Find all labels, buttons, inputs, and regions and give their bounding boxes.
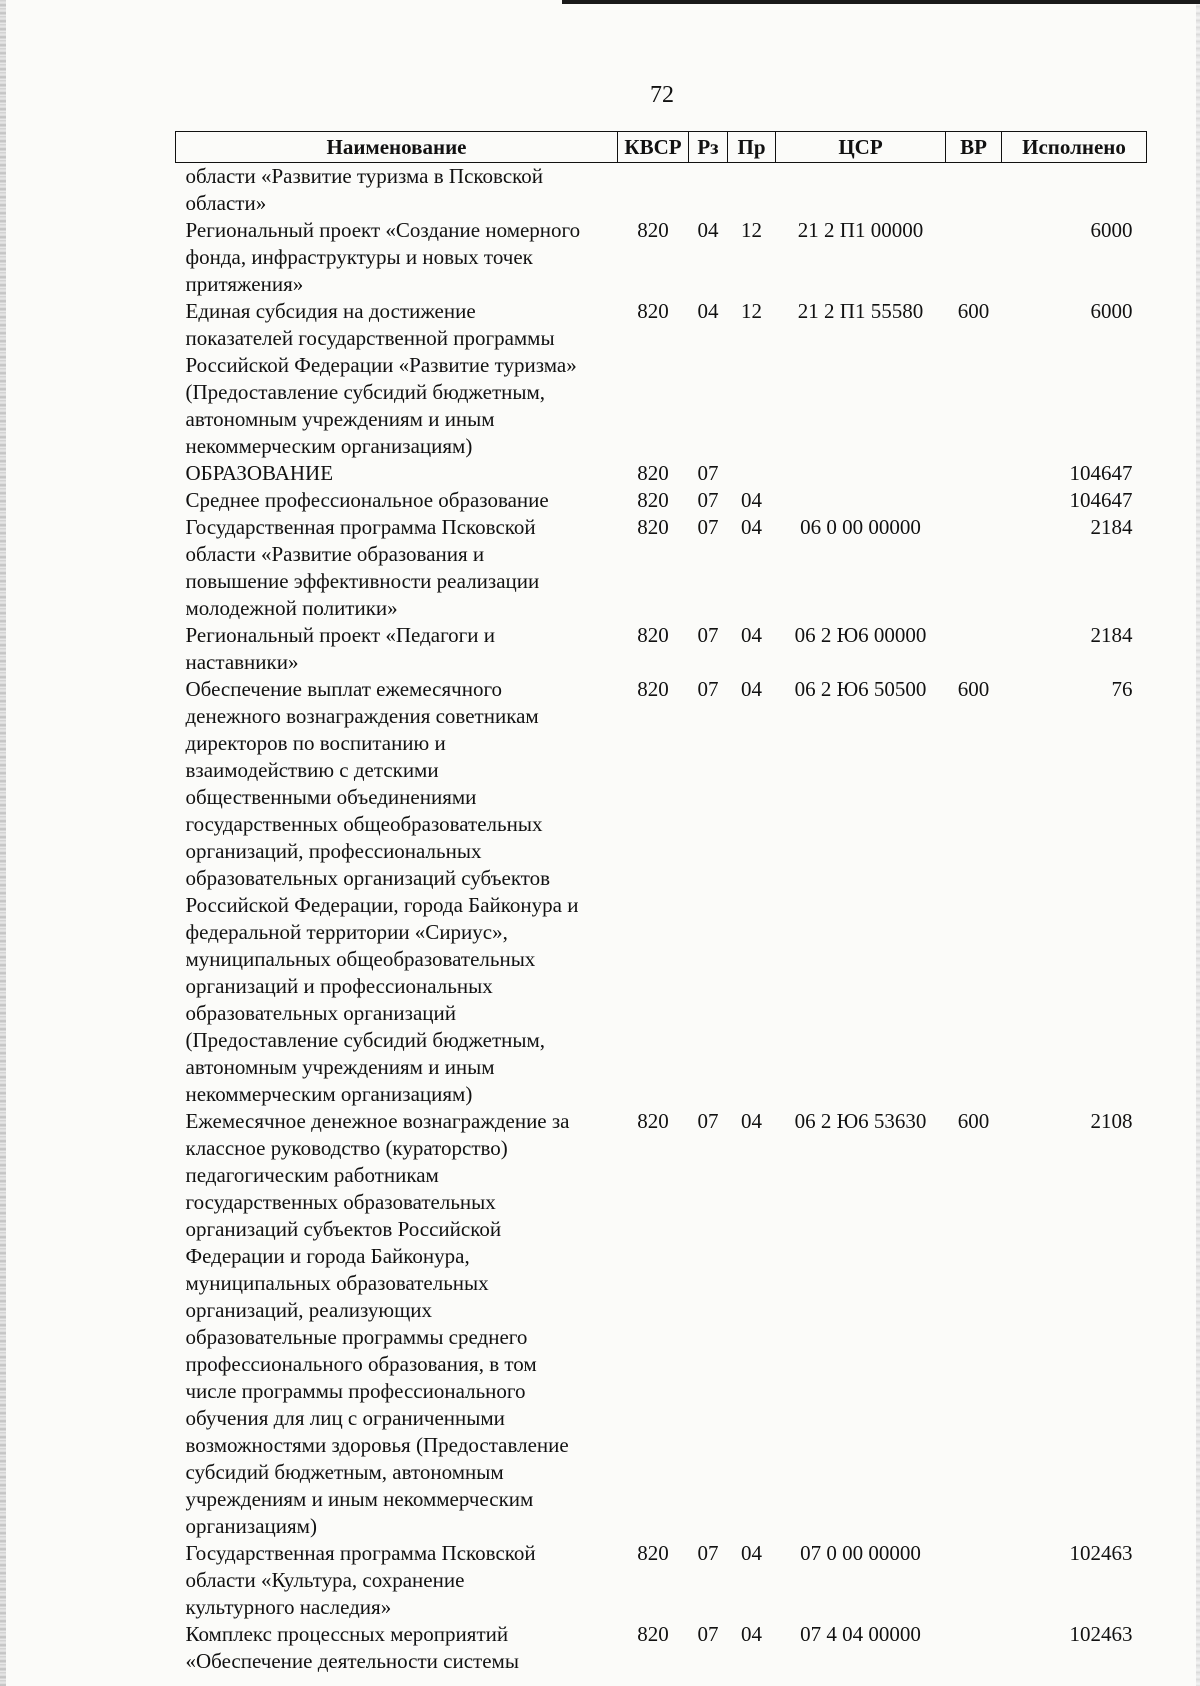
name-line: (Предоставление субсидий бюджетным, [185, 1028, 546, 1052]
cell-rz: 07 [697, 515, 719, 539]
name-line: образовательных организаций субъектов [185, 866, 551, 890]
cell-name [176, 1108, 618, 1540]
cell-vr: 600 [957, 299, 990, 323]
cell-rz [689, 163, 728, 218]
name-line: Обеспечение выплат ежемесячного [185, 677, 503, 701]
cell-rz: 07 [697, 623, 719, 647]
name-line: Российской Федерации «Развитие туризма» [185, 353, 577, 377]
cell-kvsr [618, 163, 689, 218]
scan-left-edge [0, 0, 6, 1686]
cell-isp: 76 [1111, 677, 1133, 701]
cell-rz: 07 [697, 1109, 719, 1133]
name-line: фонда, инфраструктуры и новых точек [185, 245, 533, 269]
name-line: области «Развитие туризма в Псковской [185, 164, 544, 188]
cell-isp: 102463 [1069, 1622, 1133, 1646]
table-row [176, 298, 1147, 460]
name-line: ОБРАЗОВАНИЕ [185, 461, 334, 485]
cell-name [176, 622, 618, 676]
table-row [176, 1621, 1147, 1675]
name-line: некоммерческим организациям) [185, 434, 473, 458]
cell-rz: 07 [697, 677, 719, 701]
table-row [176, 1540, 1147, 1621]
name-line: образовательных организаций [185, 1001, 456, 1025]
cell-kvsr: 820 [637, 515, 669, 539]
name-line: Региональный проект «Создание номерного [185, 218, 581, 242]
cell-name [176, 460, 618, 487]
cell-name [176, 298, 618, 460]
cell-rz: 04 [697, 299, 719, 323]
cell-isp: 102463 [1069, 1541, 1133, 1565]
cell-pr [728, 460, 776, 487]
table-row [176, 514, 1147, 622]
name-line: организаций, реализующих [185, 1298, 432, 1322]
header-rz: Рз [689, 132, 728, 163]
cell-pr: 04 [741, 623, 762, 647]
name-line: культурного наследия» [185, 1595, 392, 1619]
cell-vr [946, 1540, 1002, 1621]
cell-kvsr: 820 [637, 218, 669, 242]
name-line: области «Культура, сохранение [185, 1568, 465, 1592]
cell-name [176, 514, 618, 622]
name-line: организациям) [185, 1514, 317, 1538]
cell-rz: 07 [697, 488, 719, 512]
cell-csr: 21 2 П1 00000 [797, 218, 924, 242]
name-line: области «Развитие образования и [185, 542, 485, 566]
cell-pr: 12 [741, 299, 762, 323]
name-line: федеральной территории «Сириус», [185, 920, 508, 944]
cell-isp: 2184 [1090, 623, 1133, 647]
name-line: государственных образовательных [185, 1190, 496, 1214]
cell-csr: 21 2 П1 55580 [797, 299, 924, 323]
name-line: муниципальных образовательных [185, 1271, 489, 1295]
name-line: директоров по воспитанию и [185, 731, 446, 755]
cell-isp: 104647 [1069, 488, 1133, 512]
name-line: области» [185, 191, 267, 215]
header-row [176, 132, 1147, 163]
cell-kvsr: 820 [637, 1541, 669, 1565]
cell-rz: 07 [697, 1541, 719, 1565]
cell-csr: 06 2 Ю6 53630 [794, 1109, 927, 1133]
name-line: возможностями здоровья (Предоставление [185, 1433, 569, 1457]
cell-pr: 04 [741, 1109, 762, 1133]
cell-csr [776, 163, 946, 218]
cell-isp: 2108 [1090, 1109, 1133, 1133]
cell-name [176, 487, 618, 514]
cell-rz: 04 [697, 218, 719, 242]
cell-csr [776, 460, 946, 487]
name-line: «Обеспечение деятельности системы [185, 1649, 519, 1673]
name-line: денежного вознаграждения советникам [185, 704, 539, 728]
name-line: Российской Федерации, города Байконура и [185, 893, 579, 917]
cell-vr: 600 [957, 677, 990, 701]
table-body [176, 163, 1147, 1676]
name-line: общественными объединениями [185, 785, 477, 809]
cell-pr: 04 [741, 515, 762, 539]
name-line: числе программы профессионального [185, 1379, 526, 1403]
cell-isp: 6000 [1090, 299, 1133, 323]
name-line: организаций и профессиональных [185, 974, 493, 998]
cell-kvsr: 820 [637, 488, 669, 512]
cell-csr: 06 2 Ю6 50500 [794, 677, 927, 701]
budget-table [175, 131, 1147, 1675]
cell-csr: 06 0 00 00000 [800, 515, 921, 539]
cell-kvsr: 820 [637, 461, 669, 485]
cell-pr: 04 [741, 677, 762, 701]
cell-rz: 07 [697, 461, 719, 485]
page-number: 72 [650, 82, 674, 108]
name-line: молодежной политики» [185, 596, 398, 620]
name-line: педагогическим работникам [185, 1163, 439, 1187]
cell-name [176, 1540, 618, 1621]
name-line: организаций, профессиональных [185, 839, 482, 863]
name-line: обучения для лиц с ограниченными [185, 1406, 505, 1430]
cell-name [176, 217, 618, 298]
header-isp: Исполнено [1002, 132, 1147, 163]
cell-pr: 04 [741, 1541, 762, 1565]
name-line: притяжения» [185, 272, 304, 296]
name-line: Региональный проект «Педагоги и [185, 623, 496, 647]
table-row [176, 163, 1147, 218]
cell-pr: 12 [741, 218, 762, 242]
table-row [176, 460, 1147, 487]
cell-vr [946, 514, 1002, 622]
name-line: профессионального образования, в том [185, 1352, 537, 1376]
name-line: наставники» [185, 650, 299, 674]
cell-kvsr: 820 [637, 623, 669, 647]
table-row [176, 487, 1147, 514]
name-line: (Предоставление субсидий бюджетным, [185, 380, 546, 404]
cell-name [176, 676, 618, 1108]
name-line: классное руководство (кураторство) [185, 1136, 508, 1160]
name-line: Среднее профессиональное образование [185, 488, 549, 512]
name-line: автономным учреждениям и иным [185, 407, 495, 431]
table-row [176, 676, 1147, 1108]
table-row [176, 1108, 1147, 1540]
name-line: субсидий бюджетным, автономным [185, 1460, 504, 1484]
name-line: взаимодействию с детскими [185, 758, 439, 782]
cell-kvsr: 820 [637, 677, 669, 701]
name-line: учреждениям и иным некоммерческим [185, 1487, 534, 1511]
cell-kvsr: 820 [637, 1622, 669, 1646]
scan-top-bar [562, 0, 1200, 4]
name-line: Государственная программа Псковской [185, 1541, 536, 1565]
cell-pr: 04 [741, 488, 762, 512]
cell-rz: 07 [697, 1622, 719, 1646]
cell-isp: 6000 [1090, 218, 1133, 242]
name-line: Единая субсидия на достижение [185, 299, 476, 323]
cell-pr [728, 163, 776, 218]
name-line: Государственная программа Псковской [185, 515, 536, 539]
table-row [176, 217, 1147, 298]
name-line: некоммерческим организациям) [185, 1082, 473, 1106]
cell-vr [946, 217, 1002, 298]
name-line: организаций субъектов Российской [185, 1217, 502, 1241]
cell-isp [1002, 163, 1147, 218]
cell-kvsr: 820 [637, 299, 669, 323]
name-line: показателей государственной программы [185, 326, 555, 350]
name-line: повышение эффективности реализации [185, 569, 540, 593]
cell-vr [946, 460, 1002, 487]
cell-csr [776, 487, 946, 514]
cell-vr [946, 622, 1002, 676]
budget-table-container [175, 131, 1146, 1675]
name-line: автономным учреждениям и иным [185, 1055, 495, 1079]
cell-csr: 07 4 04 00000 [800, 1622, 921, 1646]
header-name: Наименование [176, 132, 618, 163]
name-line: муниципальных общеобразовательных [185, 947, 536, 971]
table-header [176, 132, 1147, 163]
cell-pr: 04 [741, 1622, 762, 1646]
name-line: Ежемесячное денежное вознаграждение за [185, 1109, 570, 1133]
table-row [176, 622, 1147, 676]
header-pr: Пр [728, 132, 776, 163]
cell-isp: 104647 [1069, 461, 1133, 485]
name-line: Комплекс процессных мероприятий [185, 1622, 509, 1646]
name-line: образовательные программы среднего [185, 1325, 528, 1349]
cell-vr [946, 487, 1002, 514]
cell-vr [946, 1621, 1002, 1675]
cell-csr: 07 0 00 00000 [800, 1541, 921, 1565]
header-kvsr: КВСР [618, 132, 689, 163]
cell-vr [946, 163, 1002, 218]
header-csr: ЦСР [776, 132, 946, 163]
name-line: Федерации и города Байконура, [185, 1244, 470, 1268]
name-line: государственных общеобразовательных [185, 812, 543, 836]
cell-isp: 2184 [1090, 515, 1133, 539]
cell-name [176, 163, 618, 218]
cell-name [176, 1621, 618, 1675]
cell-kvsr: 820 [637, 1109, 669, 1133]
scan-right-edge [1196, 0, 1200, 1686]
header-vr: ВР [946, 132, 1002, 163]
cell-csr: 06 2 Ю6 00000 [794, 623, 927, 647]
cell-vr: 600 [957, 1109, 990, 1133]
